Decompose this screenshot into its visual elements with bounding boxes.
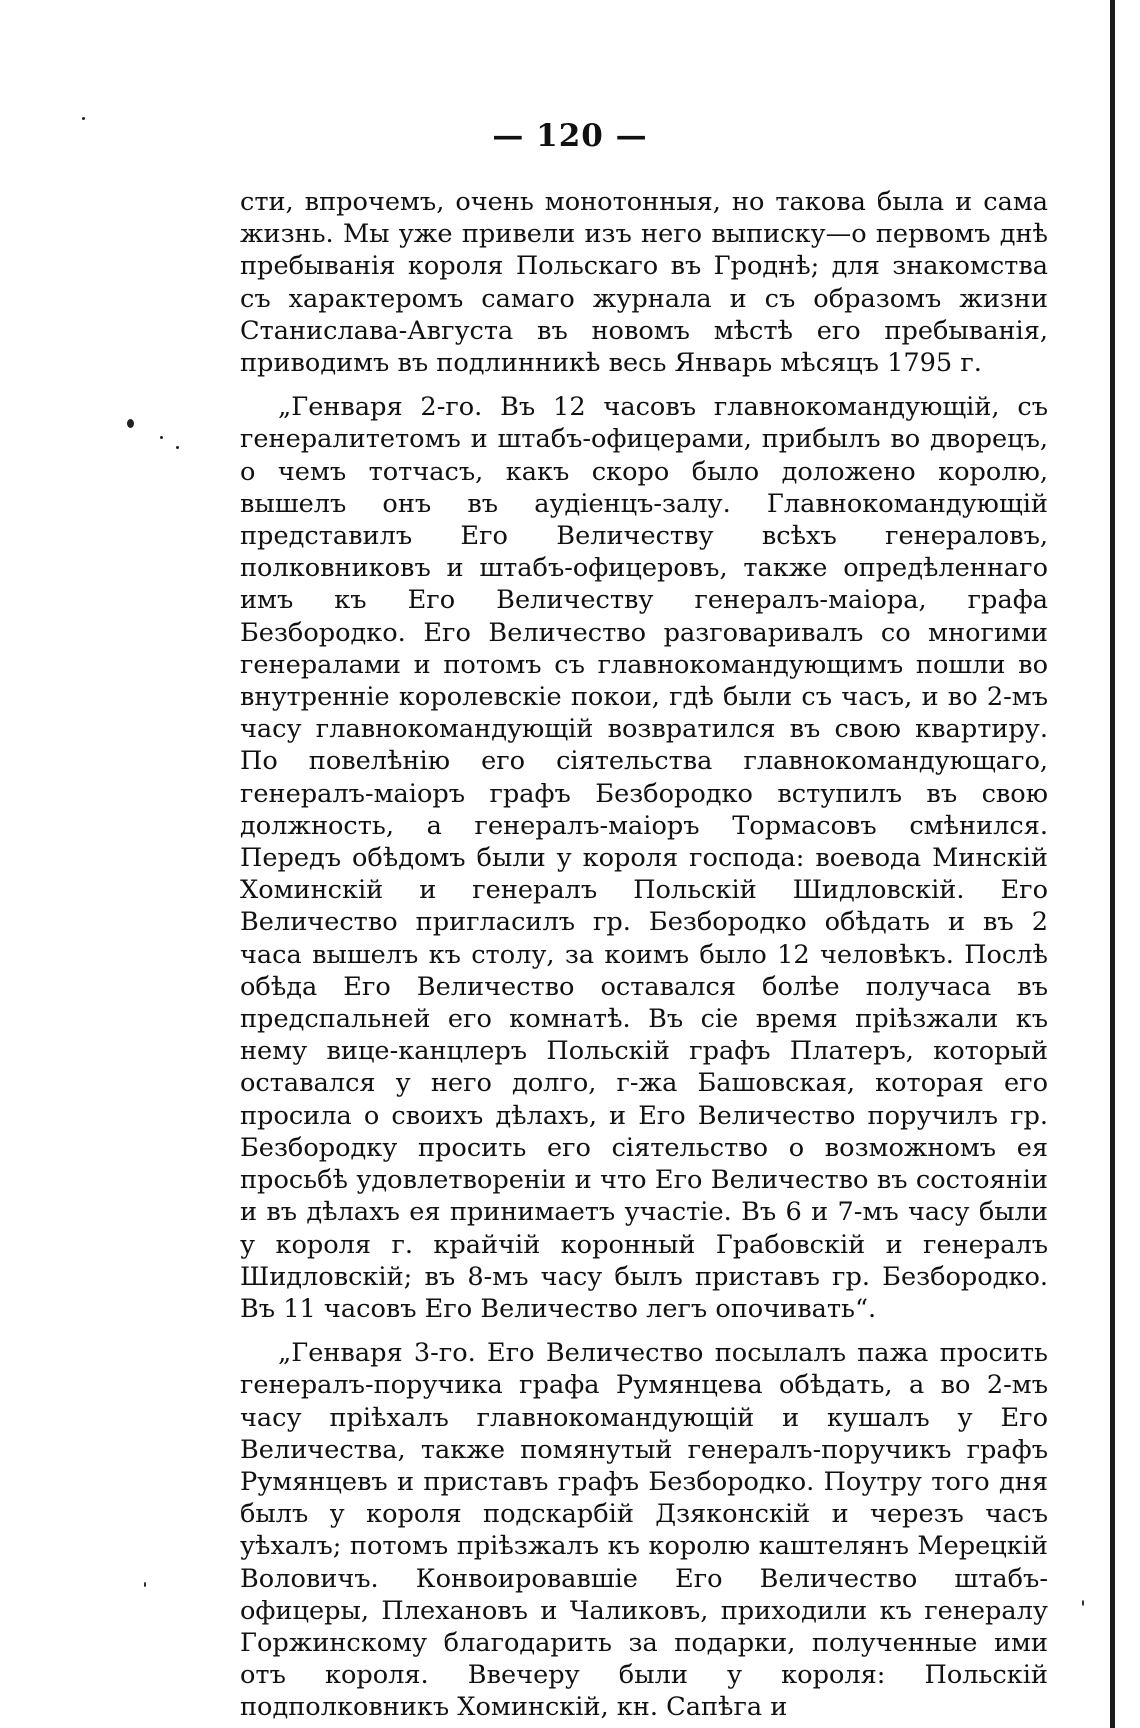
scan-speck [82,117,85,120]
body-text [240,186,1048,1724]
scan-speck [160,436,163,439]
page-number: — 120 — [492,118,648,154]
paragraph-3: „Генваря 3-го. Его Величество посылалъ пажа просить генералъ-поручика графа Румянцева обѣдать, а во 2-мъ часу пріѣхалъ главнокомандующій и кушалъ у Его Величества, также помянутый генералъ-поручикъ графъ Румянцевъ и приставъ графъ Безбородко. Поутру того дня былъ у короля подскарбій Дзяконскій и черезъ часъ уѣхалъ; потомъ пріѣзжалъ къ королю каштелянъ Мерецкій Воловичъ. Конвоировавшіе Его Величество штабъ-офицеры, Плехановъ и Чаликовъ, приходили къ генералу Горжинскому благодарить за подарки, полученные ими отъ короля. Ввечеру были у короля: Польскій подполковникъ Хоминскій, кн. Сапѣга и [240,1338,1048,1723]
scan-speck [176,446,179,449]
scan-speck [127,419,134,428]
scan-edge-line [1110,0,1115,1728]
scan-speck [144,1582,146,1587]
scan-speck [1082,1600,1084,1606]
paragraph-2: „Генваря 2-го. Въ 12 часовъ главнокомандующій, съ генералитетомъ и штабъ-офицерами, прибылъ во дворецъ, о чемъ тотчасъ, какъ скоро было доложено королю, вышелъ онъ въ аудіенцъ-залу. Главнокомандующій представилъ Его Величеству всѣхъ генераловъ, полковниковъ и штабъ-офицеровъ, также опредѣленнаго имъ къ Его Величеству генералъ-маіора, графа Безбородко. Его Величество разговаривалъ со многими генералами и потомъ съ главнокомандующимъ пошли во внутренніе королевскіе покои, гдѣ были съ часъ, и во 2-мъ часу главнокомандующій возвратился въ свою квартиру. По повелѣнію его сіятельства главнокомандующаго, генералъ-маіоръ графъ Безбородко вступилъ въ свою должность, а генералъ-маіоръ Тормасовъ смѣнился. Передъ обѣдомъ были у короля господа: воевода Минскій Хоминскій и генералъ Польскій Шидловскій. Его Величество пригласилъ гр. Безбородко обѣдать и въ 2 часа вышелъ къ столу, за коимъ было 12 человѣкъ. Послѣ обѣда Его Величество оставался болѣе получаса въ предспальней его комнатѣ. Въ сіе время пріѣзжали къ нему вице-канцлеръ Польскій графъ Платеръ, который оставался у него долго, г-жа Башовская, которая его просила о своихъ дѣлахъ, и Его Величество поручилъ гр. Безбородку просить его сіятельство о возможномъ ея просьбѣ удовлетвореніи и что Его Величество въ состояніи и въ дѣлахъ ея принимаетъ участіе. Въ 6 и 7-мъ часу были у короля г. крайчій коронный Грабовскій и генералъ Шидловскій; въ 8-мъ часу былъ приставъ гр. Безбородко. Въ 11 часовъ Его Величество легъ опочивать“. [240,392,1048,1324]
paragraph-1: сти, впрочемъ, очень монотонныя, но такова была и сама жизнь. Мы уже привели изъ него выписку—о первомъ днѣ пребыванія короля Польскаго въ Гроднѣ; для знакомства съ характеромъ самаго журнала и съ образомъ жизни Станислава-Августа въ новомъ мѣстѣ его пребыванія, приводимъ въ подлинникѣ весь Январь мѣсяцъ 1795 г. [240,187,1048,379]
